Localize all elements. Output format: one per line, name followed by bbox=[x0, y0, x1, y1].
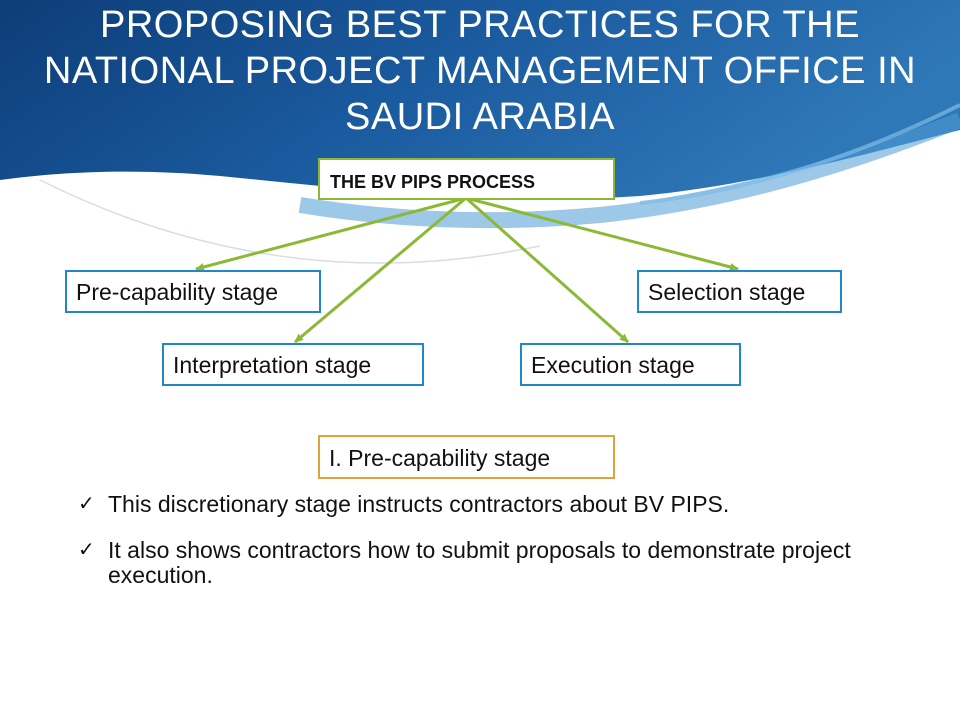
bullet-text: It also shows contractors how to submit proposals to demonstrate project execution. bbox=[108, 537, 851, 588]
bullet-item bbox=[78, 492, 898, 517]
bv-pips-process-box bbox=[318, 158, 615, 200]
selection-stage-label: Selection stage bbox=[648, 279, 806, 305]
interpretation-stage-label: Interpretation stage bbox=[173, 352, 372, 378]
current-stage-box bbox=[318, 435, 615, 479]
bullet-text: This discretionary stage instructs contractors about BV PIPS. bbox=[108, 491, 730, 517]
pre-capability-stage-label: Pre-capability stage bbox=[76, 279, 278, 305]
interpretation-stage-box bbox=[162, 343, 424, 386]
bullet-list bbox=[78, 492, 898, 609]
bv-pips-process-label: THE BV PIPS PROCESS bbox=[330, 172, 536, 192]
selection-stage-box bbox=[637, 270, 842, 313]
bullet-item bbox=[78, 538, 898, 588]
current-stage-label: I. Pre-capability stage bbox=[329, 445, 551, 471]
slide-title: PROPOSING BEST PRACTICES FOR THE NATIONAL PROJECT MANAGEMENT OFFICE IN SAUDI ARABIA bbox=[43, 4, 917, 138]
checkmark-icon: ✓ bbox=[78, 493, 95, 515]
execution-stage-label: Execution stage bbox=[531, 352, 695, 378]
execution-stage-box bbox=[520, 343, 741, 386]
checkmark-icon: ✓ bbox=[78, 539, 95, 561]
pre-capability-stage-box bbox=[65, 270, 321, 313]
